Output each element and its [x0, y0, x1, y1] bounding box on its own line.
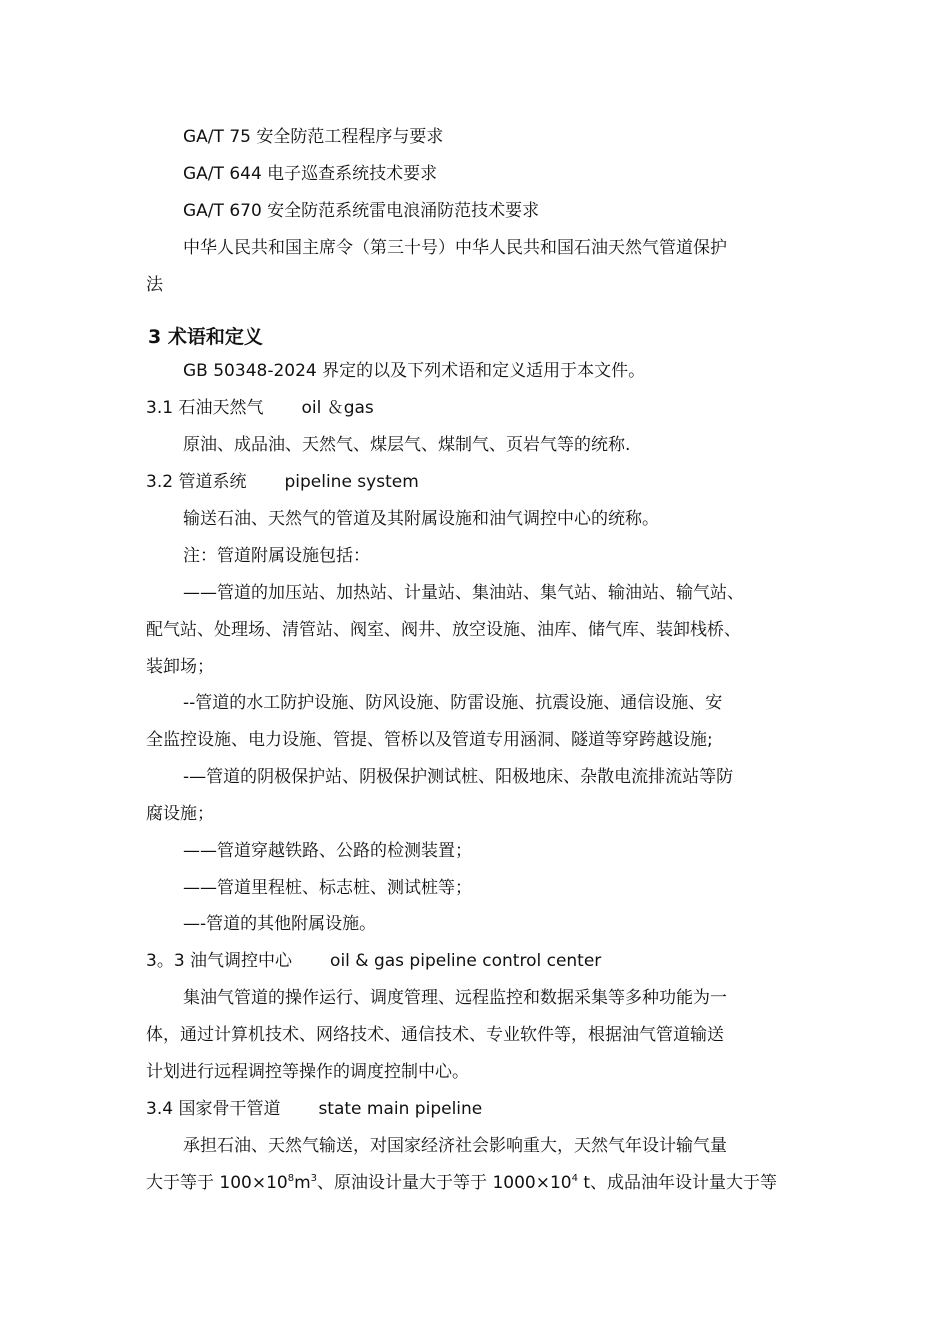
term-3-4-heading	[146, 1098, 482, 1120]
term-3-3-definition-line2: 体，通过计算机技术、网络技术、通信技术、专业软件等，根据油气管道输送	[146, 1025, 724, 1045]
section-heading: 3 术语和定义	[148, 326, 263, 348]
def-text-c: 、原油设计量大于等于 1000×10	[317, 1173, 572, 1193]
reference-ga-t-670: GA/T 670 安全防范系统雷电浪涌防范技术要求	[183, 201, 540, 221]
exponent-4: 4	[571, 1173, 578, 1184]
term-3-3-heading	[146, 950, 601, 972]
note-item-1-line2: 配气站、处理场、清管站、阀室、阀井、放空设施、油库、储气库、装卸栈桥、	[146, 620, 741, 640]
term-3-2-heading	[146, 471, 419, 493]
term-3-3-definition-line3: 计划进行远程调控等操作的调度控制中心。	[146, 1062, 469, 1082]
reference-law-line2: 法	[146, 275, 163, 295]
term-3-4-definition-line2	[146, 1172, 777, 1194]
term-number-title: 3.4 国家骨干管道	[146, 1099, 281, 1119]
note-item-3-line1: -—管道的阴极保护站、阴极保护测试桩、阳极地床、杂散电流排流站等防	[183, 767, 734, 787]
exponent-3: 3	[310, 1173, 318, 1184]
def-text-d: t、成品油年设计量大于等	[577, 1173, 778, 1193]
section-intro: GB 50348-2024 界定的以及下列术语和定义适用于本文件。	[183, 361, 646, 381]
note-item-1-line1: ——管道的加压站、加热站、计量站、集油站、集气站、输油站、输气站、	[183, 583, 744, 603]
note-item-3-line2: 腐设施；	[146, 804, 214, 824]
term-english: pipeline system	[284, 472, 419, 492]
term-3-1-definition: 原油、成品油、天然气、煤层气、煤制气、页岩气等的统称.	[183, 435, 631, 455]
term-3-1-heading	[146, 397, 374, 419]
reference-ga-t-644: GA/T 644 电子巡查系统技术要求	[183, 164, 438, 184]
term-number-title: 3.2 管道系统	[146, 472, 247, 492]
term-english: oil & gas pipeline control center	[330, 951, 602, 971]
note-item-5: ——管道里程桩、标志桩、测试桩等；	[183, 878, 472, 898]
exponent-8: 8	[287, 1173, 295, 1184]
term-number-title: 3.1 石油天然气	[146, 398, 264, 418]
reference-law-line1: 中华人民共和国主席令（第三十号）中华人民共和国石油天然气管道保护	[183, 238, 727, 258]
term-3-3-definition-line1: 集油气管道的操作运行、调度管理、远程监控和数据采集等多种功能为一	[183, 988, 727, 1008]
term-english: state main pipeline	[318, 1099, 483, 1119]
note-item-6: —-管道的其他附属设施。	[183, 914, 377, 934]
note-item-1-line3: 装卸场；	[146, 657, 214, 677]
term-number-title: 3。3 油气调控中心	[146, 951, 293, 971]
term-3-4-definition-line1: 承担石油、天然气输送，对国家经济社会影响重大，天然气年设计输气量	[183, 1136, 727, 1156]
note-item-4: ——管道穿越铁路、公路的检测装置；	[183, 841, 472, 861]
term-3-2-note: 注：管道附属设施包括：	[183, 546, 370, 566]
note-item-2-line2: 全监控设施、电力设施、管提、管桥以及管道专用涵洞、隧道等穿跨越设施;	[146, 730, 713, 750]
def-text-a: 大于等于 100×10	[146, 1173, 288, 1193]
term-3-2-definition: 输送石油、天然气的管道及其附属设施和油气调控中心的统称。	[183, 509, 659, 529]
term-english: oil ＆gas	[301, 398, 374, 418]
reference-ga-t-75: GA/T 75 安全防范工程程序与要求	[183, 127, 444, 147]
note-item-2-line1: --管道的水工防护设施、防风设施、防雷设施、抗震设施、通信设施、安	[183, 693, 723, 713]
def-text-b: m	[294, 1173, 311, 1193]
